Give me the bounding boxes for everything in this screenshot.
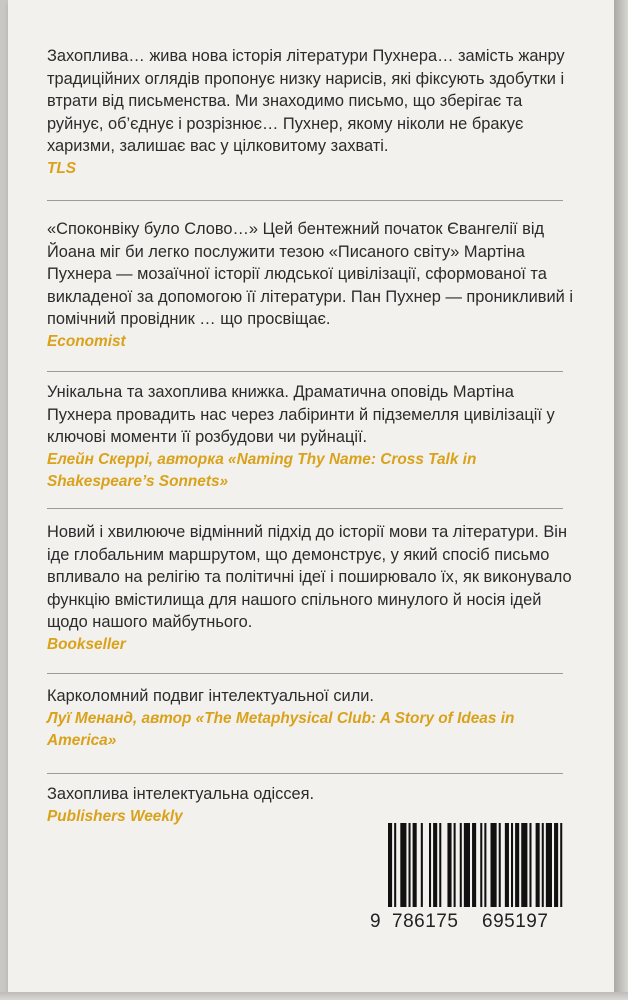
barcode-bar (460, 823, 462, 919)
divider (47, 508, 563, 509)
barcode-bar (447, 823, 451, 919)
barcode-bar (484, 823, 486, 919)
barcode-group-2: 695197 (482, 911, 549, 932)
review-block (47, 381, 577, 494)
barcode-bar (388, 823, 392, 919)
barcode-group-1: 786175 (392, 911, 459, 932)
barcode-bar (536, 823, 540, 919)
divider (47, 773, 563, 774)
divider (47, 200, 563, 201)
review-quote: Захоплива… жива нова історія літератури Пухнера… замість жанру традиційних оглядів пропонує низку нарисів, які фіксують здобутки і втрати від письменства. Ми знаходимо письмо, що зберігає та руйнує, об’єднує і розрізнює… Пухнер, якому ніколи не бракує харизми, залишає вас у цілковитому захваті. (47, 47, 565, 155)
review-source: Елейн Скеррі, авторка «Naming Thy Name: Cross Talk in Shakespeare’s Sonnets» (47, 450, 477, 490)
review-source: Economist (47, 332, 126, 350)
barcode-bar (409, 823, 411, 919)
review-quote: «Споконвіку було Слово…» Цей бентежний початок Євангелії від Йоана міг би легко послужити тезою «Писаного світу» Мартіна Пухнера — мозаїчної історії людської цивілізації, сформованої та викладеної за допомогою її літератури. Пан Пухнер — проникливий і помічний провідник … що просвіщає. (47, 220, 573, 328)
review-block (47, 521, 577, 656)
page-edge-shadow (614, 0, 628, 1000)
barcode-bar (546, 823, 552, 919)
barcode-bar (472, 823, 476, 919)
barcode-bar (421, 823, 423, 919)
page-bottom-shadow (0, 992, 628, 1000)
barcode-bar (400, 823, 406, 919)
review-source: TLS (47, 159, 77, 177)
barcode-bar (433, 823, 437, 919)
barcode-bar (480, 823, 482, 919)
review-quote: Унікальна та захоплива книжка. Драматична оповідь Мартіна Пухнера провадить нас через лабіринти й підземелля цивілізації у ключові моменти її розбудови чи руйнації. (47, 383, 555, 446)
review-quote: Карколомний подвиг інтелектуальної сили. (47, 687, 374, 705)
barcode-bar (454, 823, 456, 919)
barcode-bar (554, 823, 558, 919)
divider (47, 371, 563, 372)
barcode-bar (521, 823, 527, 919)
barcode-bar (491, 823, 497, 919)
barcode-bar (529, 823, 531, 919)
barcode-bar (499, 823, 501, 919)
review-quote: Новий і хвилююче відмінний підхід до історії мови та літератури. Він іде глобальним маршрутом, що демонструє, у який спосіб письмо впливало на релігію та політичні ідеї і поширювало їх, як виконувало функцію вмістилища для нашого спільного минулого й носія ідей щодо нашого майбутнього. (47, 523, 572, 631)
barcode-bar (429, 823, 431, 919)
barcode-bar (464, 823, 470, 919)
barcode-bar (413, 823, 417, 919)
barcode-bar (511, 823, 513, 919)
review-block (47, 783, 367, 828)
review-source: Луї Менанд, автор «The Metaphysical Club: A Story of Ideas in America» (47, 709, 515, 749)
barcode-prefix: 9 (370, 911, 382, 932)
barcode-bar (394, 823, 396, 919)
barcode-number (370, 907, 566, 933)
review-block (47, 218, 577, 353)
divider (47, 673, 563, 674)
review-source: Bookseller (47, 635, 126, 653)
barcode-bar (515, 823, 519, 919)
review-source: Publishers Weekly (47, 807, 183, 825)
barcode-bar (439, 823, 441, 919)
barcode-bar (560, 823, 562, 919)
isbn-barcode (370, 823, 566, 935)
review-quote: Захоплива інтелектуальна одіссея. (47, 785, 315, 803)
barcode-bar (542, 823, 544, 919)
review-block (47, 685, 577, 753)
review-block (47, 45, 577, 180)
barcode-bar (505, 823, 509, 919)
